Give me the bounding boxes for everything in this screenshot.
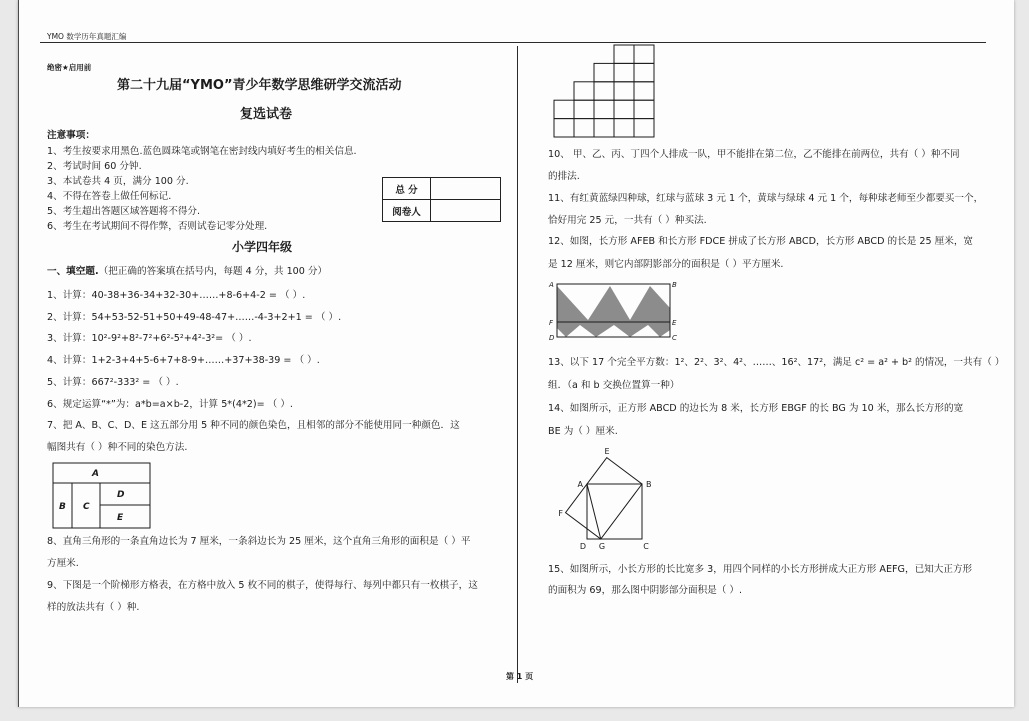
- notice-item: 5、考生超出答题区域答题将不得分.: [47, 206, 201, 217]
- point-label-e: E: [672, 319, 677, 327]
- series-title: YMO 数学历年真题汇编: [47, 32, 127, 41]
- page-number: 第 1 页: [506, 672, 534, 681]
- notice-heading: 注意事项：: [47, 130, 95, 141]
- question-1-text: 1、计算：40-38+36-34+32-30+……+8-6+4-2 = （ ）.: [47, 290, 306, 301]
- question-14-square-rectangle-figure: [555, 446, 655, 552]
- grid-cell: [614, 100, 634, 118]
- question-15-text-line-2: 的面积为 69，那么图中阴影部分面积是（ ）.: [548, 585, 743, 596]
- notice-item: 6、考生在考试期间不得作弊，否则试卷记零分处理.: [47, 221, 268, 232]
- section-instruction: （把正确的答案填在括号内，每题 4 分，共 100 分）: [98, 266, 328, 277]
- question-9-text-line-1: 9、下图是一个阶梯形方格表，在方格中放入 5 枚不同的棋子，使得每行、每列中都只有一枚棋子，这: [47, 580, 478, 591]
- grid-cell: [634, 119, 654, 137]
- region-label-a: A: [92, 469, 99, 479]
- region-label-e: E: [117, 513, 124, 523]
- grid-cell: [634, 100, 654, 118]
- question-12-rectangle-figure: [548, 278, 678, 342]
- point-label-d: D: [549, 334, 555, 342]
- notice-item: 1、考生按要求用黑色.蓝色圆珠笔或钢笔在密封线内填好考生的相关信息.: [47, 146, 357, 157]
- score-row-grader: [383, 200, 501, 222]
- header-rule: [40, 42, 986, 43]
- notice-item: 3、本试卷共 4 页，满分 100 分.: [47, 176, 189, 187]
- question-2-text: 2、计算：54+53-52-51+50+49-48-47+……-4-3+2+1 = （ ）.: [47, 312, 342, 323]
- question-14-text-line-2: BE 为（ ）厘米.: [548, 426, 618, 437]
- grid-cell: [594, 100, 614, 118]
- point-label-f: F: [549, 319, 554, 327]
- question-13-text-line-1: 13、以下 17 个完全平方数：1²、2²、3²、4²、……、16²、17²，满足 c² = a² + b² 的情况，一共有（ ）: [548, 357, 1005, 368]
- question-9-text-line-2: 样的放法共有（ ）种.: [47, 602, 140, 613]
- question-6-text: 6、规定运算“*”为：a*b=a×b-2，计算 5*(4*2)= （ ）.: [47, 399, 293, 410]
- question-8-text-line-1: 8、直角三角形的一条直角边长为 7 厘米，一条斜边长为 25 厘米，这个直角三角形的面积是（ ）平: [47, 536, 471, 547]
- exam-subtitle: 复选试卷: [240, 107, 293, 122]
- section-title: 一、填空题.: [47, 266, 99, 277]
- point-label-d: D: [579, 542, 587, 551]
- point-label-e: E: [604, 447, 610, 456]
- point-label-a: A: [549, 281, 554, 289]
- point-label-c: C: [672, 334, 677, 342]
- question-12-text-line-2: 是 12 厘米，则它内部阴影部分的面积是（ ）平方厘米.: [548, 259, 784, 270]
- question-8-text-line-2: 方厘米.: [47, 558, 79, 569]
- question-10-text-line-2: 的排法.: [548, 171, 580, 182]
- column-divider: [517, 46, 518, 683]
- shaded-region-lower: [557, 322, 670, 337]
- score-row-total: [383, 178, 501, 200]
- grid-cell: [574, 82, 594, 100]
- score-table: [382, 177, 501, 222]
- region-label-d: D: [117, 490, 125, 500]
- grid-cell: [614, 45, 634, 63]
- section-heading: [47, 266, 327, 278]
- notice-item: 2、考试时间 60 分钟.: [47, 161, 142, 172]
- point-label-a: A: [577, 480, 583, 489]
- point-label-b: B: [646, 480, 652, 489]
- grade-heading: 小学四年级: [232, 240, 293, 254]
- question-13-text-line-2: 组．（a 和 b 交换位置算一种）: [548, 380, 680, 391]
- point-label-c: C: [643, 542, 649, 551]
- grader-label: 阅卷人: [383, 200, 431, 222]
- square-abcd: [587, 484, 642, 539]
- question-3-text: 3、计算：10²-9²+8²-7²+6²-5²+4²-3²= （ ）.: [47, 333, 252, 344]
- grid-cell: [554, 100, 574, 118]
- question-15-text-line-1: 15、如图所示，小长方形的长比宽多 3，用四个同样的小长方形拼成大正方形 AEFG，已知大正方形: [548, 564, 973, 575]
- notice-item: 4、不得在答卷上做任何标记.: [47, 191, 172, 202]
- question-10-text-line-1: 10、 甲、乙、丙、丁四个人排成一队，甲不能排在第二位，乙不能排在前两位，共有（ ）种不同: [548, 149, 960, 160]
- grid-cell: [634, 45, 654, 63]
- rectangle-ebgf: [566, 458, 642, 539]
- grader-cell: [431, 200, 501, 222]
- grid-cell: [574, 100, 594, 118]
- grid-cell: [614, 82, 634, 100]
- point-label-f: F: [558, 509, 563, 518]
- region-label-b: B: [59, 502, 66, 512]
- question-14-text-line-1: 14、如图所示，正方形 ABCD 的边长为 8 米，长方形 EBGF 的长 BG 为 10 米，那么长方形的宽: [548, 403, 964, 414]
- point-label-b: B: [672, 281, 677, 289]
- question-4-text: 4、计算：1+2-3+4+5-6+7+8-9+……+37+38-39 = （ ）.: [47, 355, 320, 366]
- grid-cell: [634, 82, 654, 100]
- grid-cell: [614, 63, 634, 81]
- secret-label: 绝密★启用前: [47, 63, 92, 72]
- total-score-label: 总 分: [383, 178, 431, 200]
- grid-cell: [614, 119, 634, 137]
- question-9-staircase-grid: [552, 44, 656, 140]
- question-7-text-line-2: 幅图共有（ ）种不同的染色方法.: [47, 442, 188, 453]
- total-score-cell: [431, 178, 501, 200]
- grid-cell: [634, 63, 654, 81]
- question-7-text-line-1: 7、把 A、B、C、D、E 这五部分用 5 种不同的颜色染色，且相邻的部分不能使用同一种颜色．这: [47, 420, 460, 431]
- point-label-g: G: [598, 542, 606, 551]
- region-label-c: C: [83, 502, 90, 512]
- question-11-text-line-1: 11、有红黄蓝绿四种球，红球与蓝球 3 元 1 个，黄球与绿球 4 元 1 个，每种球老师至少都要买一个，: [548, 193, 984, 204]
- question-11-text-line-2: 恰好用完 25 元，一共有（ ）种买法.: [548, 215, 707, 226]
- grid-cell: [594, 82, 614, 100]
- figure-border: [53, 463, 150, 528]
- question-5-text: 5、计算：667²-333² = （ ）.: [47, 377, 179, 388]
- shaded-region-upper: [557, 286, 670, 322]
- grid-cell: [594, 119, 614, 137]
- question-12-text-line-1: 12、如图，长方形 AFEB 和长方形 FDCE 拼成了长方形 ABCD，长方形 ABCD 的长是 25 厘米，宽: [548, 236, 974, 247]
- grid-cell: [554, 119, 574, 137]
- question-7-coloring-figure: [52, 462, 152, 530]
- grid-cell: [594, 63, 614, 81]
- exam-title: 第二十九届“YMO”青少年数学思维研学交流活动: [117, 78, 402, 93]
- grid-cell: [574, 119, 594, 137]
- paper-sheet: [18, 0, 1014, 707]
